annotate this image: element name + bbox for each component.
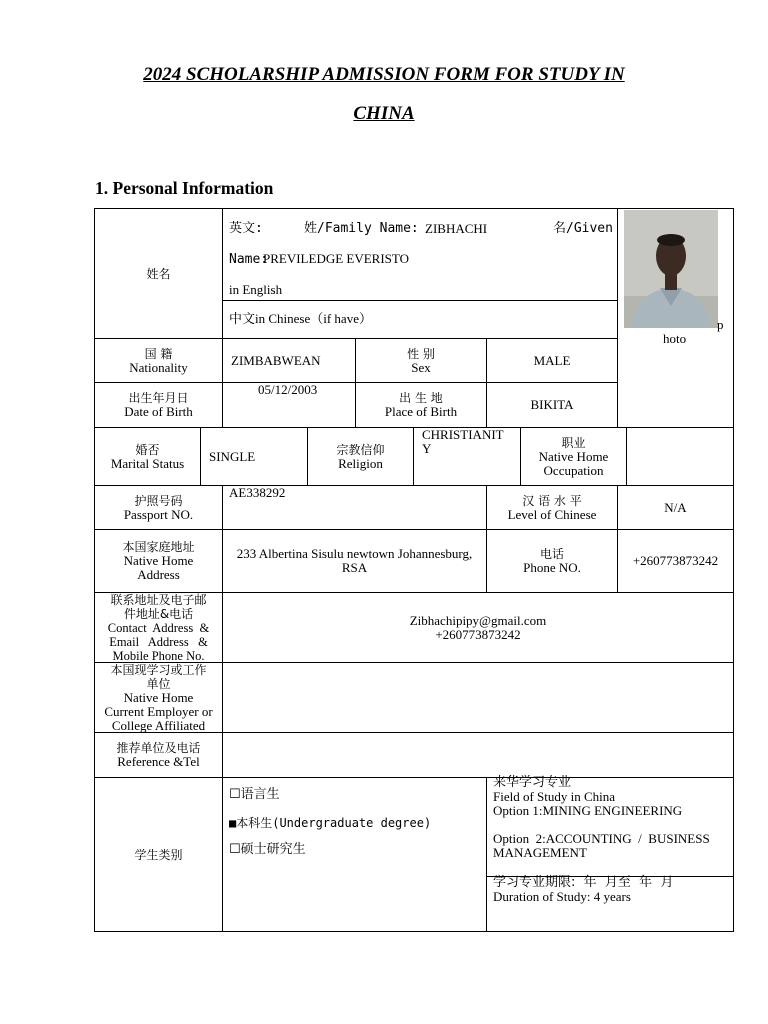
contact-email: Zibhachipipy@gmail.com [409,612,547,628]
given-name-label-2: Name: [229,252,269,267]
in-english-label: in English [229,282,283,297]
passport-label-en: Passport NO. [123,506,194,522]
employer-label-en3: College Affiliated [111,717,206,733]
reference-label-zh: 推荐单位及电话 [116,741,201,755]
address-label-en1: Native Home [123,553,194,568]
marital-value-text: SINGLE [209,448,256,464]
field-option1[interactable]: Option 1:MINING ENGINEERING [493,803,683,818]
employer-label-en1: Native Home [123,689,194,705]
nationality-label-en: Nationality [129,359,188,375]
family-name-value[interactable]: ZIBHACHI [425,221,488,236]
family-name-label: 姓/Family Name: [304,221,419,236]
dob-label-zh: 出生年月日 [128,391,189,405]
address-value-line1: 233 Albertina Sisulu newtown Johannesburg, [236,546,473,561]
sex-label-cell [356,339,486,382]
dob-label-en: Date of Birth [124,404,193,419]
applicant-photo [624,210,718,328]
employer-value[interactable] [223,663,733,732]
phone-value-text: +260773873242 [632,553,719,568]
student-type-label-cell [95,778,222,931]
form-title-line2: CHINA [353,103,415,124]
option-undergraduate[interactable]: ■本科生(Undergraduate degree) [229,816,432,830]
chinese-level-label-cell [487,486,617,529]
employer-label-en2: Current Employer or [104,703,213,719]
name-label: 姓名 [146,266,171,281]
sex-label-en: Sex [411,359,431,375]
sex-value-text: MALE [533,352,571,368]
given-name-label: 名/Given [553,221,613,236]
reference-label-en: Reference &Tel [117,754,200,769]
employer-label-zh2: 单位 [146,676,171,691]
religion-value-line2: Y [422,441,432,456]
marital-label-zh: 婚否 [135,442,160,457]
phone-value[interactable] [618,530,733,592]
marital-label-en: Marital Status [110,455,185,471]
religion-value-line1: CHRISTIANIT [422,427,504,442]
field-label-en: Field of Study in China [493,789,616,804]
contact-label-en3: Mobile Phone No. [112,648,205,663]
option-master[interactable]: ☐硕士研究生 [229,842,306,857]
dob-value[interactable]: 05/12/2003 [258,382,318,397]
contact-label-en1: Contact Address & [107,620,210,635]
marital-value[interactable] [201,428,307,485]
nationality-label-cell [95,339,222,382]
passport-label-cell [95,486,222,529]
occupation-label-en2: Occupation [543,462,604,478]
chinese-name-label[interactable]: 中文in Chinese（if have） [229,311,372,326]
field-option2-line2[interactable]: MANAGEMENT [493,845,587,860]
chinese-level-label-en: Level of Chinese [507,506,597,522]
section-heading: 1. Personal Information [95,178,274,198]
english-prefix: 英文: [229,221,263,236]
given-name-value[interactable]: PREVILEDGE EVERISTO [263,251,410,266]
reference-label-cell [95,733,222,777]
reference-value[interactable] [223,733,733,777]
occupation-label-zh: 职业 [561,435,586,450]
pob-label-zh: 出 生 地 [399,391,443,405]
address-label-en2: Address [137,567,180,582]
pob-label-cell [356,383,486,427]
passport-value[interactable]: AE338292 [229,485,286,500]
employer-label-cell [95,663,222,732]
occupation-value[interactable] [627,428,733,485]
pob-label-en: Place of Birth [384,404,458,419]
chinese-level-label-zh: 汉 语 水 平 [522,493,582,508]
photo-caption-hoto: hoto [663,331,687,346]
address-value[interactable] [223,530,486,592]
address-label-cell [95,530,222,592]
occupation-label-en1: Native Home [538,448,609,464]
contact-label-cell [95,593,222,662]
nationality-value-text: ZIMBABWEAN [231,352,321,368]
phone-label-en: Phone NO. [523,560,581,575]
religion-label-cell [308,428,413,485]
occupation-label-cell [521,428,626,485]
dob-label-cell [95,383,222,427]
contact-label-en2: Email Address & [109,634,208,649]
phone-label-cell [487,530,617,592]
contact-label-zh1: 联系地址及电子邮 [110,592,207,607]
marital-label-cell [95,428,200,485]
contact-phone: +260773873242 [435,626,521,642]
sex-label-zh: 性 别 [407,346,435,361]
field-option2-line1[interactable]: Option 2:ACCOUNTING / BUSINESS [493,831,710,846]
phone-label-zh: 电话 [539,547,564,561]
chinese-level-value[interactable] [618,486,733,529]
chinese-level-value-text: N/A [664,499,687,515]
form-title-line1: 2024 SCHOLARSHIP ADMISSION FORM FOR STUDY IN [143,64,625,85]
duration-label-en[interactable]: Duration of Study: 4 years [493,889,631,904]
religion-label-zh: 宗教信仰 [336,442,385,457]
contact-value[interactable] [223,593,733,662]
student-type-label: 学生类别 [134,847,183,862]
field-label-zh: 来华学习专业 [493,775,572,790]
employer-label-zh1: 本国现学习或工作 [110,662,207,677]
nationality-value[interactable] [223,339,355,382]
religion-label-en: Religion [338,455,383,471]
duration-label-zh: 学习专业期限: 年 月至 年 月 [493,875,674,890]
pob-value[interactable] [487,383,617,427]
contact-label-zh2: 件地址&电话 [123,606,194,621]
option-language-student[interactable]: ☐语言生 [229,787,280,802]
address-value-line2: RSA [341,560,368,575]
nationality-label-zh: 国 籍 [144,346,173,361]
address-label-zh: 本国家庭地址 [122,540,195,554]
name-label-cell [95,209,222,338]
religion-value[interactable] [414,428,520,485]
sex-value[interactable] [487,339,617,382]
pob-value-text: BIKITA [530,397,574,412]
photo-caption-p: p [717,317,724,332]
passport-label-zh: 护照号码 [134,493,183,508]
